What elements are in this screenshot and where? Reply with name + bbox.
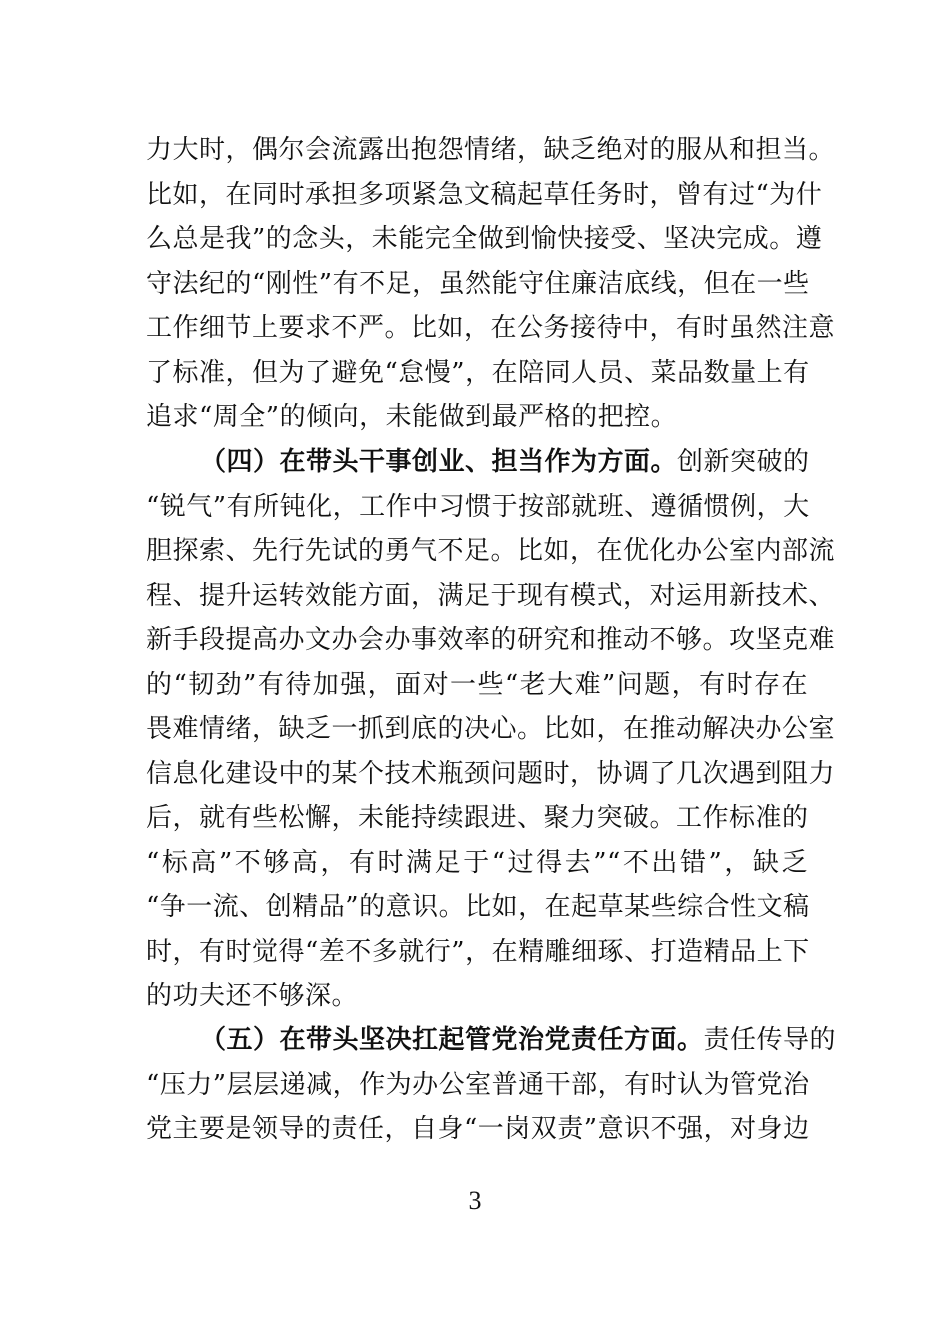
text-line: “争一流、创精品”的意识。比如，在起草某些综合性文稿	[146, 892, 810, 922]
text-line: 时，有时觉得“差不多就行”，在精雕细琢、打造精品上下	[146, 936, 810, 967]
text-line: 信息化建设中的某个技术瓶颈问题时，协调了几次遇到阻力	[146, 758, 836, 789]
text-line: 了标准，但为了避免“怠慢”，在陪同人员、菜品数量上有	[146, 357, 810, 388]
text-line: 守法纪的“刚性”有不足，虽然能守住廉洁底线，但在一些	[146, 268, 810, 299]
text-line: 的功夫还不够深。	[146, 981, 359, 1011]
text-line: 党主要是领导的责任，自身“一岗双责”意识不强，对身边	[146, 1114, 810, 1144]
text-line: 后，就有些松懈，未能持续跟进、聚力突破。工作标准的	[146, 803, 809, 833]
text-span: 创新突破的	[677, 447, 810, 477]
text-line: “锐气”有所钝化，工作中习惯于按部就班、遵循惯例，大	[146, 491, 810, 522]
text-line: 工作细节上要求不严。比如，在公务接待中，有时虽然注意	[146, 313, 836, 343]
text-line: 力大时，偶尔会流露出抱怨情绪，缺乏绝对的服从和担当。	[146, 135, 836, 165]
text-span: 责任传导的	[703, 1025, 837, 1055]
section-heading: （五）在带头坚决扛起管党治党责任方面。	[200, 1025, 704, 1055]
text-line: 程、提升运转效能方面，满足于现有模式，对运用新技术、	[146, 580, 836, 611]
paragraph-1	[146, 128, 836, 440]
paragraph-first-line	[146, 1018, 837, 1063]
text-line: 畏难情绪，缺乏一抓到底的决心。比如，在推动解决办公室	[146, 714, 836, 744]
paragraph-2	[146, 440, 836, 1019]
text-line: “标高”不够高，有时满足于“过得去”“不出错”，缺乏	[146, 847, 808, 878]
paragraph-3	[146, 1018, 837, 1152]
paragraph-first-line	[146, 440, 808, 485]
text-line: 胆探索、先行先试的勇气不足。比如，在优化办公室内部流	[146, 536, 836, 566]
text-line: “压力”层层递减，作为办公室普通干部，有时认为管党治	[146, 1069, 810, 1100]
text-line: 的“韧劲”有待加强，面对一些“老大难”问题，有时存在	[146, 669, 808, 700]
text-line: 么总是我”的念头，未能完全做到愉快接受、坚决完成。遵	[146, 224, 823, 254]
text-line: 比如，在同时承担多项紧急文稿起草任务时，曾有过“为什	[146, 179, 823, 210]
page-number: 3	[468, 1186, 482, 1215]
text-line: 追求“周全”的倾向，未能做到最严格的把控。	[146, 402, 678, 432]
section-heading: （四）在带头干事创业、担当作为方面。	[200, 447, 678, 477]
text-line: 新手段提高办文办会办事效率的研究和推动不够。攻坚克难	[146, 625, 836, 655]
